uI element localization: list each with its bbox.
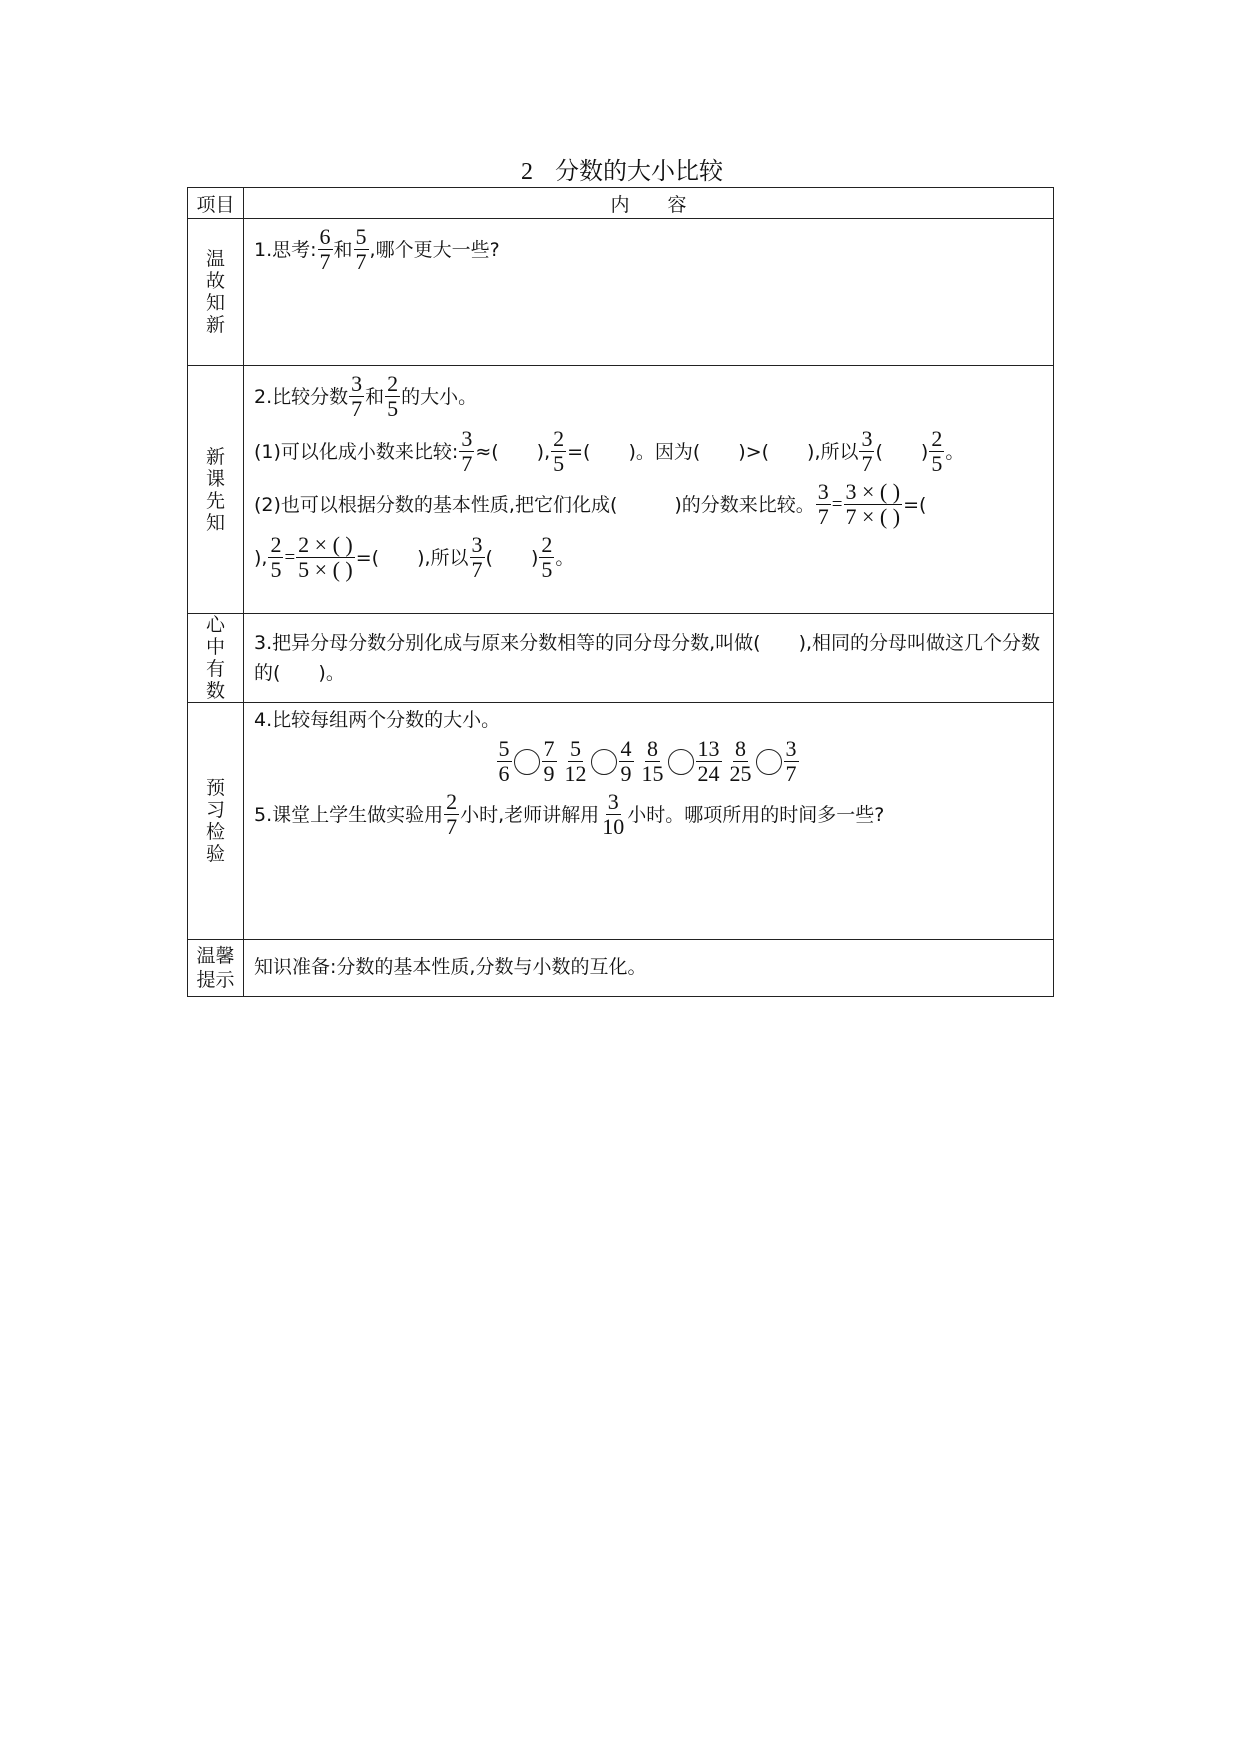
q2-prefix: 2.比较分数 — [254, 385, 349, 408]
compare-circle[interactable] — [514, 749, 540, 775]
label-char: 心 — [205, 614, 225, 636]
label-char: 数 — [205, 680, 225, 702]
content-check — [244, 703, 1054, 940]
label-char: 有 — [205, 658, 225, 680]
content-tip — [244, 940, 1054, 997]
fraction: $\frac{2}{5}$ — [553, 426, 565, 476]
label-char: 中 — [205, 636, 225, 658]
question-2-part-1 — [254, 427, 1041, 476]
fraction-expansion: $\frac{3 \times ( )}{7 \times ( )}$ — [845, 479, 901, 529]
fraction: 3 7 — [785, 736, 797, 786]
q2-mid: 和 — [365, 385, 385, 408]
lesson-number: 2 — [521, 159, 533, 185]
fraction: $\frac{2}{5}$ — [270, 532, 282, 582]
label-char: 知 — [205, 511, 225, 534]
p1-text-c: =( )。因为( )>( ),所以 — [567, 440, 859, 463]
question-4: 4.比较每组两个分数的大小。 — [254, 709, 501, 731]
content-newlesson — [244, 366, 1054, 614]
row-check — [188, 703, 1054, 940]
row-concept — [188, 614, 1054, 703]
p2b-text-e: 。 — [555, 546, 575, 569]
fraction: 5 12 — [564, 736, 587, 786]
fraction: 2 7 — [446, 789, 458, 839]
label-tip — [188, 940, 244, 997]
q2-suffix: 的大小。 — [401, 385, 478, 408]
fraction: 5 7 — [355, 224, 367, 274]
label-char: 习 — [205, 799, 225, 821]
fraction: 2 5 — [931, 426, 943, 476]
row-review — [188, 219, 1054, 366]
compare-pair — [496, 737, 558, 786]
fraction: 3 10 — [602, 789, 625, 839]
fraction: 13 24 — [697, 736, 720, 786]
fraction: 2 5 — [387, 371, 399, 421]
content-concept — [244, 614, 1054, 703]
label-char: 温 — [205, 248, 225, 270]
q5-text-c: 小时。哪项所用的时间多一些? — [627, 803, 885, 826]
tip-text: 知识准备:分数的基本性质,分数与小数的互化。 — [254, 956, 647, 978]
p1-text-e: 。 — [945, 440, 965, 463]
question-2-part-2-cont — [254, 533, 1041, 582]
label-char: 验 — [205, 843, 225, 865]
row-newlesson — [188, 366, 1054, 614]
compare-circle[interactable] — [591, 749, 617, 775]
label-review — [188, 219, 244, 366]
page-title — [187, 156, 1057, 187]
compare-row — [254, 735, 1041, 788]
fraction: $\frac{3}{7}$ — [461, 426, 473, 476]
p2-text-c: =( — [903, 493, 927, 516]
worksheet-table — [187, 187, 1054, 997]
label-char: 新 — [205, 445, 225, 468]
fraction: 3 7 — [471, 532, 483, 582]
equals-sign: = — [831, 493, 843, 515]
q5-text-a: 5.课堂上学生做实验用 — [254, 803, 444, 826]
question-1 — [254, 225, 1041, 274]
p2b-text-a: ), — [254, 546, 268, 569]
p1-text-a: (1)可以化成小数来比较: — [254, 440, 459, 463]
label-char: 故 — [205, 270, 225, 292]
compare-circle[interactable] — [668, 749, 694, 775]
content-review — [244, 219, 1054, 366]
label-concept — [188, 614, 244, 703]
label-char: 知 — [205, 292, 225, 314]
label-check — [188, 703, 244, 940]
row-tip — [188, 940, 1054, 997]
fraction-expansion: $\frac{2 \times ( )}{5 \times ( )}$ — [298, 532, 353, 582]
fraction: 2 5 — [541, 532, 553, 582]
header-content: 内 容 — [244, 188, 1054, 219]
p2b-text-d: ( ) — [485, 546, 539, 569]
question-3: 3.把异分母分数分别化成与原来分数相等的同分母分数,叫做( ),相同的分母叫做这几个分数的( )。 — [254, 632, 1041, 684]
label-line: 温馨 — [196, 945, 235, 967]
equals-sign: = — [284, 546, 296, 568]
compare-pair — [639, 737, 723, 786]
header-row — [188, 188, 1054, 219]
label-char: 检 — [205, 821, 225, 843]
label-char: 先 — [205, 489, 225, 512]
q1-prefix: 1.思考: — [254, 238, 317, 261]
label-line: 提示 — [196, 969, 235, 991]
label-newlesson — [188, 366, 244, 614]
question-2 — [254, 372, 1041, 421]
compare-pair — [562, 737, 635, 786]
compare-pair — [727, 737, 800, 786]
q5-text-b: 小时,老师讲解用 — [460, 803, 600, 826]
q1-mid: 和 — [333, 238, 353, 261]
label-char: 新 — [205, 314, 225, 336]
p2-text-a: (2)也可以根据分数的基本性质,把它们化成( )的分数来比较。 — [254, 493, 815, 516]
p1-text-b: ≈( ), — [475, 440, 551, 463]
fraction: 4 9 — [620, 736, 632, 786]
question-2-part-2 — [254, 480, 1041, 529]
label-char: 预 — [205, 777, 225, 799]
compare-circle[interactable] — [756, 749, 782, 775]
p1-text-d: ( ) — [875, 440, 929, 463]
header-item: 项目 — [188, 188, 244, 219]
fraction: 6 7 — [319, 224, 331, 274]
question-5 — [254, 790, 1041, 839]
fraction: 8 25 — [729, 736, 752, 786]
fraction: 3 7 — [351, 371, 363, 421]
fraction: 3 7 — [861, 426, 873, 476]
p2b-text-c: =( ),所以 — [355, 546, 469, 569]
fraction: 7 9 — [543, 736, 555, 786]
fraction: 5 6 — [498, 736, 510, 786]
q1-suffix: ,哪个更大一些? — [369, 238, 500, 261]
label-char: 课 — [205, 467, 225, 490]
lesson-title: 分数的大小比较 — [555, 157, 723, 185]
fraction: $\frac{3}{7}$ — [817, 479, 829, 529]
fraction: 8 15 — [641, 736, 664, 786]
